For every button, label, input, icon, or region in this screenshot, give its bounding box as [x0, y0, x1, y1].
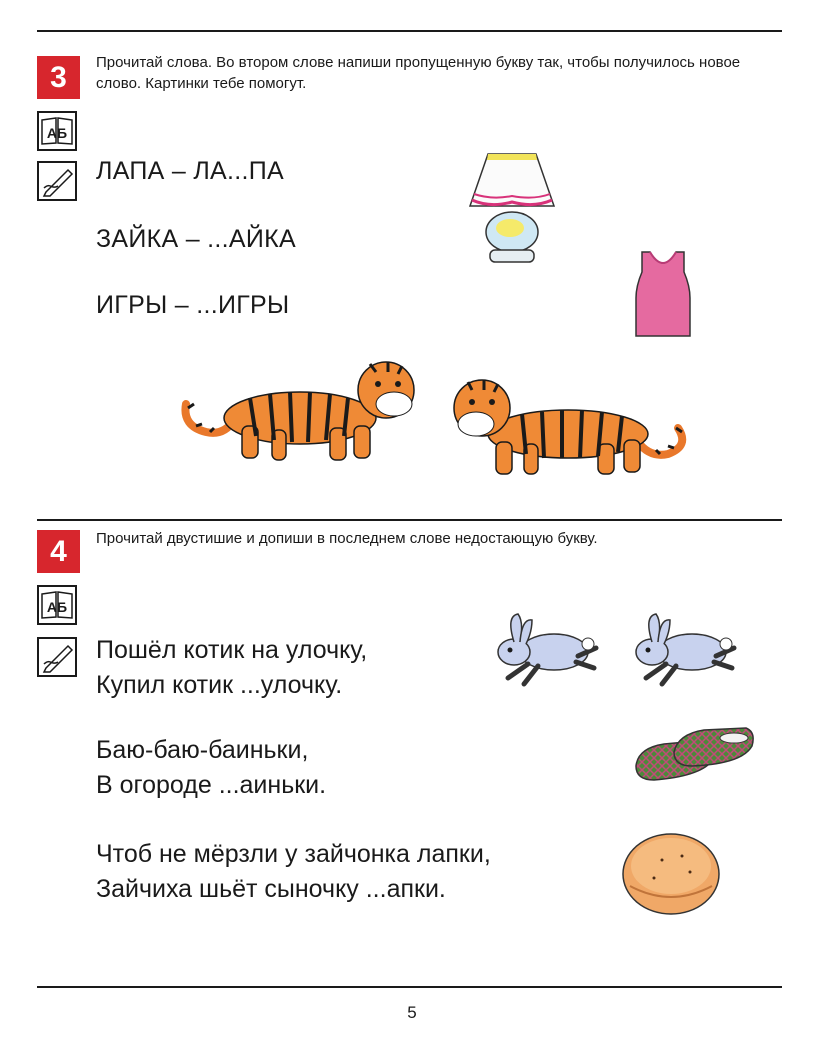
tiger-left-illustration	[180, 352, 425, 470]
reading-icon-label: АБ	[46, 125, 68, 141]
reading-icon	[37, 111, 77, 151]
tank-top-illustration	[632, 248, 694, 342]
word-pair-2: ЗАЙКА – ...АЙКА	[96, 225, 296, 253]
exercise-4-instruction: Прочитай двустишие и допиши в последнем слове недостающую букву.	[96, 530, 598, 547]
slippers-illustration	[634, 722, 756, 788]
stanza-line: Баю-баю-баиньки,	[96, 736, 309, 764]
writing-icon	[37, 637, 77, 677]
exercise-4-number: 4	[37, 530, 80, 573]
writing-icon	[37, 161, 77, 201]
word-pair-3: ИГРЫ – ...ИГРЫ	[96, 291, 290, 319]
exercise-3-number: 3	[37, 56, 80, 99]
word-pair-1: ЛАПА – ЛА...ПА	[96, 157, 285, 185]
stanza-line: Пошёл котик на улочку,	[96, 636, 368, 664]
reading-icon-label: АБ	[46, 599, 68, 615]
reading-icon	[37, 585, 77, 625]
stanza-line: Зайчиха шьёт сыночку ...апки.	[96, 875, 446, 903]
stanza-2	[96, 733, 326, 803]
exercise-3-instruction: Прочитай слова. Во втором слове напиши пропущенную букву так, чтобы получилось новое слово. Картинки тебе помогут.	[96, 54, 741, 92]
stanza-line: Купил котик ...улочку.	[96, 671, 343, 699]
lamp-illustration	[460, 148, 564, 268]
hare-illustration	[626, 612, 740, 688]
tiger-right-illustration	[438, 374, 694, 482]
stanza-line: В огороде ...аиньки.	[96, 771, 327, 799]
stanza-3	[96, 837, 491, 907]
top-divider	[37, 30, 782, 32]
bun-illustration	[620, 830, 722, 916]
page-number: 5	[407, 1003, 417, 1022]
hare-illustration	[488, 612, 602, 688]
stanza-line: Чтоб не мёрзли у зайчонка лапки,	[96, 840, 491, 868]
section-divider	[37, 519, 782, 521]
stanza-1	[96, 633, 367, 703]
bottom-divider	[37, 986, 782, 988]
